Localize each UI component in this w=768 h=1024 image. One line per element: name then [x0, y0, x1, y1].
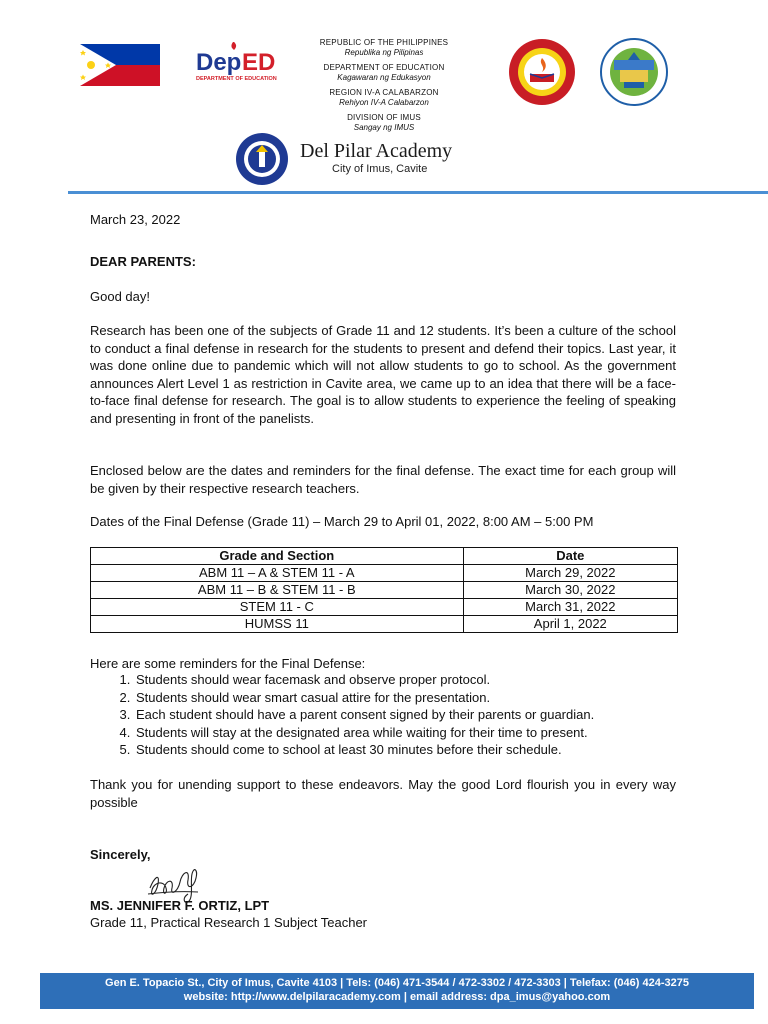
letter-date: March 23, 2022: [90, 212, 181, 227]
agency-header: [270, 38, 498, 138]
svg-text:DEPARTMENT OF EDUCATION: DEPARTMENT OF EDUCATION: [196, 76, 277, 82]
section-cell: STEM 11 - C: [91, 599, 464, 616]
table-row: [91, 599, 678, 616]
agency-line-2-sub: Kagawaran ng Edukasyon: [337, 73, 431, 82]
schedule-table: [90, 547, 678, 633]
agency-line-3: REGION IV-A CALABARZON: [329, 88, 439, 97]
svg-text:Dep: Dep: [196, 49, 242, 76]
list-item: 5. Students should come to school at least 30 minutes before their schedule.: [134, 741, 694, 759]
date-cell: March 30, 2022: [463, 582, 677, 599]
list-item: 1. Students should wear facemask and observe proper protocol.: [134, 671, 694, 689]
list-item: 4. Students will stay at the designated area while waiting for their time to present.: [134, 724, 694, 742]
table-row: [91, 616, 678, 633]
del-pilar-academy-seal-icon: [230, 132, 294, 186]
table-row: [91, 565, 678, 582]
date-cell: March 29, 2022: [463, 565, 677, 582]
closing: Sincerely,: [90, 847, 151, 862]
agency-line-1: REPUBLIC OF THE PHILIPPINES: [319, 38, 449, 47]
greeting: Good day!: [90, 289, 150, 304]
footer-contact: website: http://www.delpilaracademy.com | email address: dpa_imus@yahoo.com: [183, 991, 611, 1003]
sangay-edukasyon-seal-icon: [508, 38, 576, 106]
paragraph-enclosed: Enclosed below are the dates and reminders for the final defense. The exact time for each group will be given by their respective research teachers.: [90, 463, 676, 496]
footer-bar: [40, 973, 754, 1009]
school-name: Del Pilar Academy: [300, 140, 453, 162]
list-item: 3. Each student should have a parent consent signed by their parents or guardian.: [134, 706, 694, 724]
column-header: Date: [463, 548, 677, 565]
date-cell: March 31, 2022: [463, 599, 677, 616]
column-header: Grade and Section: [91, 548, 464, 565]
date-cell: April 1, 2022: [463, 616, 677, 633]
table-header-row: [91, 548, 678, 565]
final-defense-dates: Dates of the Final Defense (Grade 11) – March 29 to April 01, 2022, 8:00 AM – 5:00 PM: [90, 514, 594, 529]
agency-line-1-sub: Republika ng Pilipinas: [344, 48, 424, 57]
svg-text:ED: ED: [242, 49, 276, 76]
closing-paragraph: Thank you for unending support to these endeavors. May the good Lord flourish you in every way possible: [90, 777, 676, 810]
section-cell: HUMSS 11: [91, 616, 464, 633]
section-cell: ABM 11 – B & STEM 11 - B: [91, 582, 464, 599]
table-row: [91, 582, 678, 599]
agency-line-4-sub: Sangay ng IMUS: [353, 123, 415, 132]
list-item: 2. Students should wear smart casual attire for the presentation.: [134, 689, 694, 707]
reminders-intro: Here are some reminders for the Final Defense:: [90, 656, 366, 671]
reminders-list: [90, 671, 694, 759]
agency-line-2: DEPARTMENT OF EDUCATION: [323, 63, 445, 72]
salutation: DEAR PARENTS:: [90, 254, 196, 269]
philippine-flag-icon: [80, 44, 160, 86]
section-cell: ABM 11 – A & STEM 11 - A: [91, 565, 464, 582]
agency-line-4: DIVISION OF IMUS: [347, 113, 421, 122]
signatory-name: MS. JENNIFER F. ORTIZ, LPT: [90, 898, 270, 913]
lungsod-ng-imus-seal-icon: [600, 38, 668, 106]
footer-address: Gen E. Topacio St., City of Imus, Cavite 4103 | Tels: (046) 471-3544 / 472-3302 / 472-3303 | Telefax: (046) 424-3275: [105, 977, 689, 989]
school-city: City of Imus, Cavite: [332, 163, 428, 175]
signatory-title: Grade 11, Practical Research 1 Subject Teacher: [90, 915, 367, 930]
header-divider: [68, 191, 768, 194]
paragraph-intro: Research has been one of the subjects of Grade 11 and 12 students. It’s been a culture of the school to conduct a final defense in research for the students to present and defend their topics. Last year, it was done online due to pandemic which will not allow students to go to school. As the government announces Alert Level 1 as restriction in Cavite area, we came up to an idea that there will be a face-to-face final defense for research. The goal is to allow students to experience the feeling of speaking and presenting in front of the panelists.: [90, 323, 676, 426]
agency-line-3-sub: Rehiyon IV-A Calabarzon: [339, 98, 429, 107]
